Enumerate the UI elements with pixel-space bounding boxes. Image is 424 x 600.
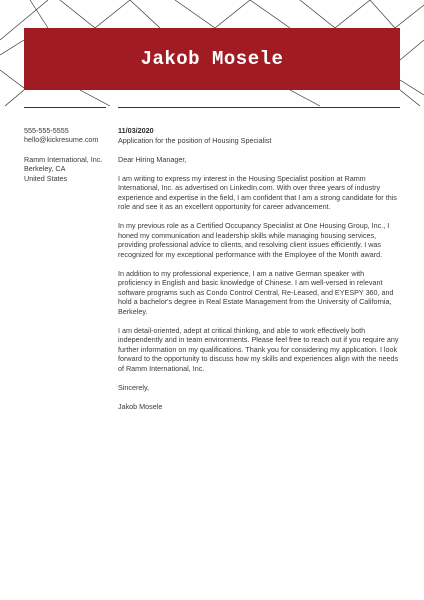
left-divider — [24, 107, 106, 108]
applicant-name: Jakob Mosele — [140, 48, 284, 70]
letter-date: 11/03/2020 — [118, 126, 154, 135]
letter-signature: Jakob Mosele — [118, 401, 163, 411]
right-divider — [118, 107, 400, 108]
letter-closing: Sincerely, — [118, 382, 150, 392]
letter-paragraph: In my previous role as a Certified Occupancy Specialist at One Housing Group, Inc., I honed my communication and leadership skills while managing housing services, providing professional advice to clients, and resolving client issues efficiently. I was recognized for my exceptional performance with the Employee of the Month award. — [118, 221, 390, 259]
contact-column — [24, 126, 114, 183]
letter-paragraph: In addition to my professional experience, I am a native German speaker with proficiency in English and basic knowledge of Chinese. I am well-versed in relevant software programs such as Condo Control Central, Re-Leased, and EYESPY 360, and hold a bachelor's degree in Real Estate Management from the University of California, Berkeley. — [118, 268, 394, 316]
letter-subject: Application for the position of Housing Specialist — [118, 135, 272, 145]
header-banner — [24, 28, 400, 90]
letter-paragraph: I am detail-oriented, adept at critical thinking, and able to work effectively both independently and in team environments. Please feel free to reach out if you require any further information on my qualifications. Thank you for considering my application. I look forward to the opportunity to discuss how my skills and experiences align with the needs of Ramm International, Inc. — [118, 325, 399, 373]
recipient-country: United States — [24, 173, 68, 183]
letter-salutation: Dear Hiring Manager, — [118, 154, 187, 164]
recipient-city: Berkeley, CA — [24, 164, 66, 174]
recipient-company: Ramm International, Inc. — [24, 154, 103, 164]
contact-phone: 555-555-5555 — [24, 126, 69, 135]
letter-body — [118, 126, 400, 421]
letter-paragraph: I am writing to express my interest in the Housing Specialist position at Ramm International, Inc. as advertised on LinkedIn.com. With over three years of industry experience and expertise in the field, I am confident that I am a strong candidate for this role and see it as an excellent opportunity for career advancement. — [118, 173, 397, 211]
contact-email: hello@kickresume.com — [24, 135, 99, 145]
